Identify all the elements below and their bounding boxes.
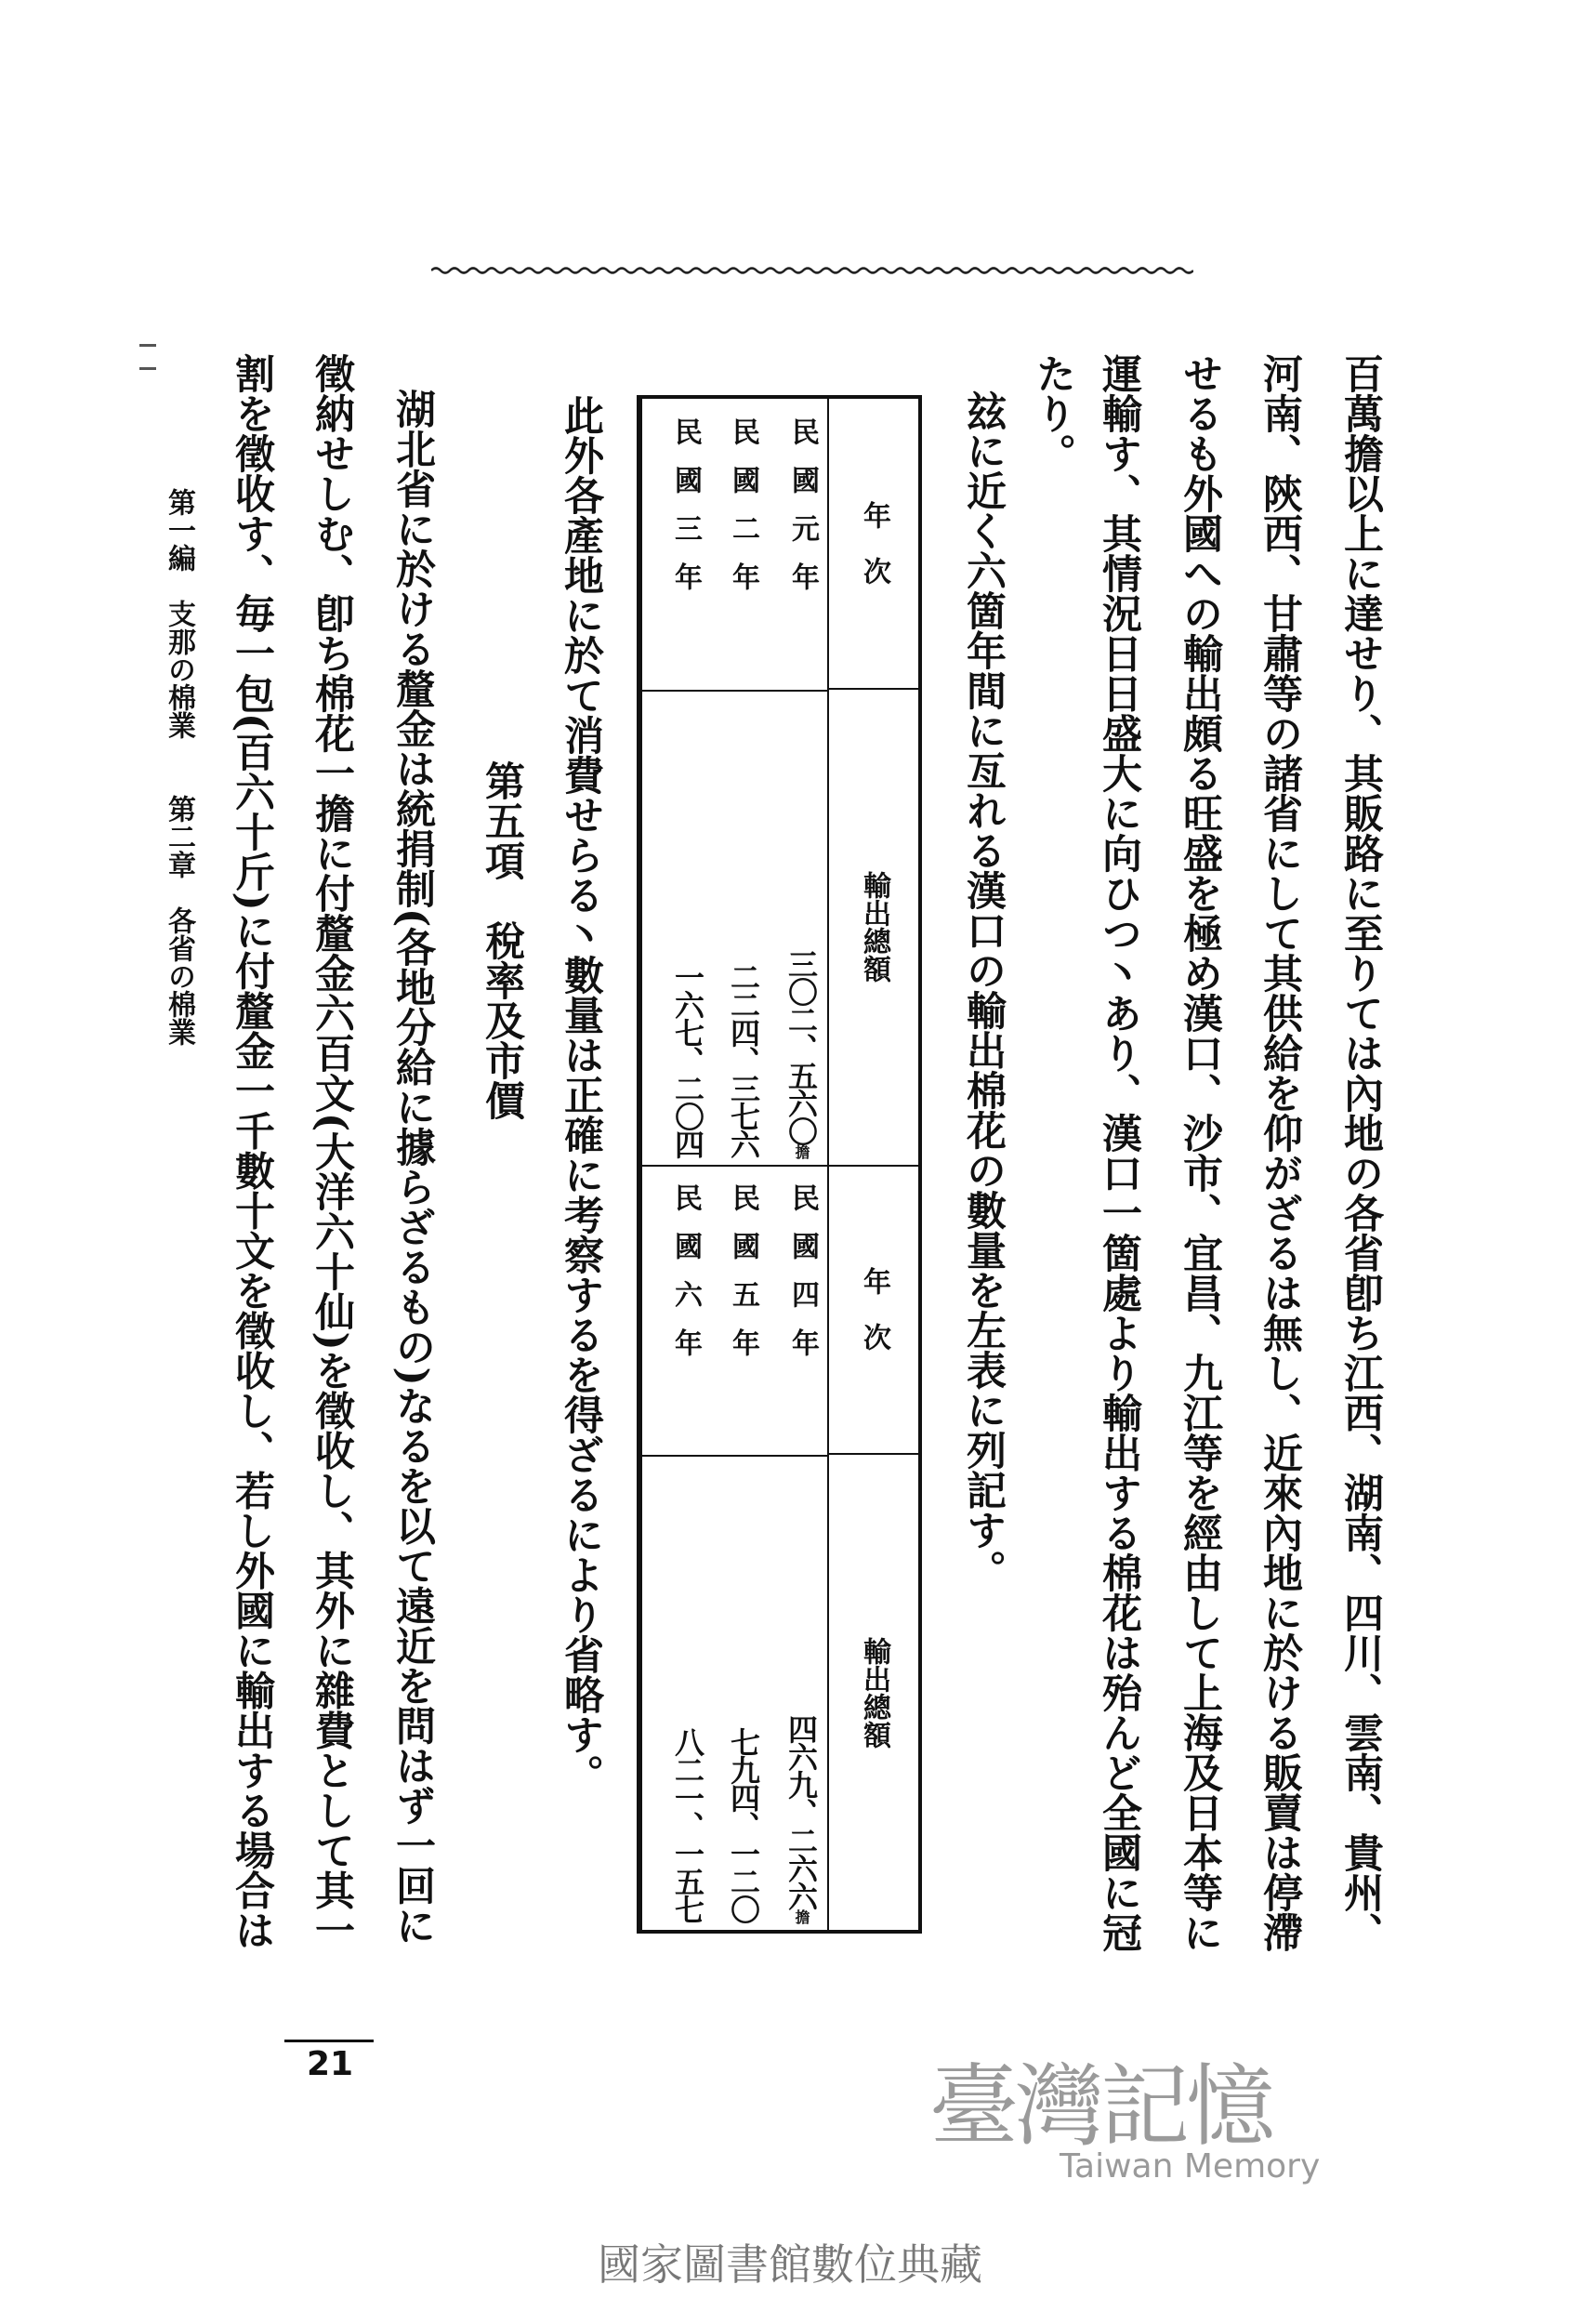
- row-divider: [642, 690, 829, 692]
- header-amount: 輸出總額: [858, 871, 890, 984]
- margin-mark: [139, 344, 156, 347]
- body-text-column: 割を徵收す、毎一包(百六十斤)に付釐金一千數十文を徵收し、若し外國に輸出する場合は: [229, 353, 275, 1950]
- unit-label: 擔: [793, 1143, 810, 1157]
- body-text-column: 河南、陝西、甘肅等の諸省にして其供給を仰がざるは無し、近來內地に於ける販賣は停滯: [1257, 353, 1303, 1952]
- header-year: 年 次: [829, 399, 918, 690]
- amount-value: 三〇二、五六〇: [783, 948, 819, 1144]
- body-text-column: 徵納せしむ、卽ち棉花一擔に付釐金六百文(大洋六十仙)を徵收し、其外に雜費として其一: [309, 353, 355, 1950]
- header-year: 年 次: [829, 1165, 918, 1456]
- table-header-column: [827, 1165, 918, 1931]
- section-heading: 第五項 稅率及市價: [479, 760, 525, 1120]
- year-cell: 民國五年: [727, 1182, 759, 1377]
- header-amount: 輸出總額: [858, 1636, 890, 1749]
- year-cell: 民國六年: [669, 1182, 702, 1377]
- year-cell: 民國元年: [786, 417, 819, 611]
- body-text-column: たり。: [1030, 353, 1076, 473]
- amount-value: 四六九、二六六: [783, 1714, 819, 1909]
- archive-credit: 國家圖書館數位典藏: [598, 2239, 982, 2290]
- margin-mark: [139, 367, 156, 370]
- row-divider: [642, 1455, 829, 1457]
- decorative-wavy-rule: [431, 264, 1193, 277]
- watermark-logo: 臺灣記憶: [929, 2054, 1271, 2159]
- amount-cell: 一六七、二〇四: [670, 961, 705, 1157]
- body-text-column: 湖北省に於ける釐金は統捐制(各地分給に據らざるもの)なるを以て遠近を問はず一回に: [389, 389, 436, 1946]
- year-cell: 民國二年: [727, 417, 759, 611]
- body-text-column: 此外各產地に於て消費せらる丶數量は正確に考察するを得ざるにより省略す。: [558, 395, 604, 1794]
- table-block: [642, 1165, 918, 1931]
- body-text-column: せるも外國への輸出頗る旺盛を極め漢口、沙市、宜昌、九江等を經由して上海及日本等に: [1177, 353, 1223, 1952]
- amount-cell: 八二一、一五七: [670, 1727, 705, 1922]
- body-text-column: 百萬擔以上に達せり、其販路に至りては內地の各省卽ち江西、湖南、四川、雲南、貴州、: [1337, 353, 1384, 1952]
- table-header-column: [827, 399, 918, 1165]
- cotton-export-table: [637, 395, 922, 1934]
- running-footer: 第一編 支那の棉業 第二章 各省の棉業: [163, 488, 195, 1046]
- year-cell: 民國三年: [669, 417, 702, 611]
- table-intro-text: 玆に近く六箇年間に亙れる漢口の輸出棉花の數量を左表に列記す。: [960, 390, 1007, 1590]
- page-number-rule: [284, 2040, 374, 2042]
- amount-cell: 二二四、三七六: [726, 961, 761, 1157]
- unit-label: 擔: [793, 1909, 810, 1922]
- amount-cell: 七九四、一二〇: [726, 1727, 761, 1922]
- body-text-column: 運輸す、其情況日日盛大に向ひつ丶あり、漢口一箇處より輸出する棉花は殆んど全國に冠: [1096, 353, 1142, 1952]
- table-block: [642, 399, 918, 1167]
- year-cell: 民國四年: [786, 1182, 819, 1377]
- amount-cell: [780, 1714, 823, 1922]
- amount-cell: [780, 949, 823, 1157]
- watermark-subtitle: Taiwan Memory: [1060, 2147, 1321, 2185]
- page-number: 21: [307, 2045, 354, 2083]
